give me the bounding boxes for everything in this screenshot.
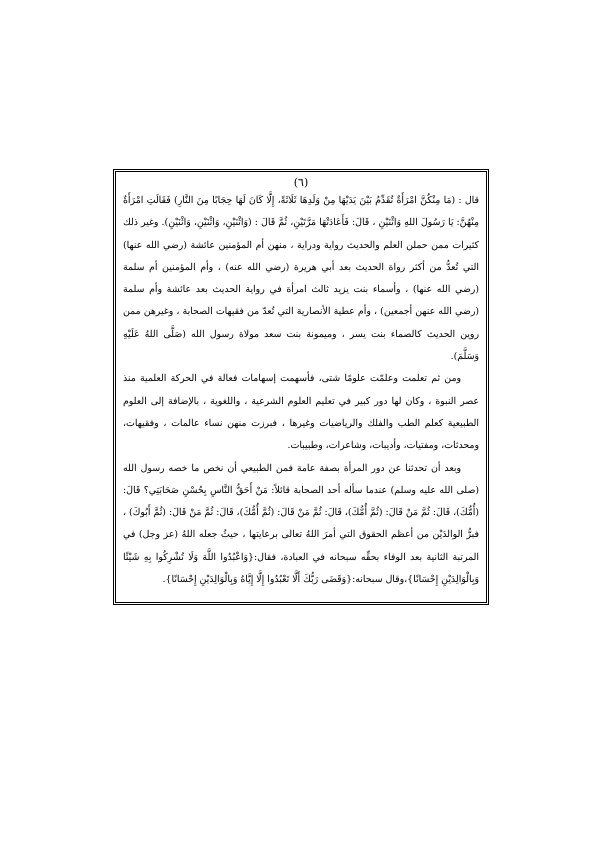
paragraph-2: ومن ثم تعلمت وعلمّت علومًا شتى، فأسهمت إسهامات فعالة في الحركة العلمية منذ عصر النبوة ، وكان لها دور كبير في تعليم العلوم الشرعية ، واللغوية ، بالإضافة إلى العلوم الطبيعية كعلم الطب والفلك والرياضيات وغيرها ، فبرزت منهن نساء عالمات ، وفقيهات، ومحدثات، ومفتيات، وأديبات، وشاعرات، وطبيبات. bbox=[123, 373, 479, 452]
paragraph-1: قال : (مَا مِنْكُنَّ امْرَأَةٌ تُقَدِّمُ بَيْنَ يَدَيْهَا مِنْ وَلَدِهَا ثَلَاثَةً، إِلَّا كَانَ لَهَا حِجَابًا مِنَ النَّارِ) فَقَالَتِ امْرَأَةٌ مِنْهُنَّ: يَا رَسُولَ اللهِ وَاثْنَيْنِ ، قَالَ: فَأَعَادَتْهَا مَرَّتَيْنِ، ثُمَّ قَالَ : (وَاثْنَيْنِ، وَاثْنَيْنِ، وَاثْنَيْنِ). وغير ذلك كثيرات ممن حملن العلم والحديث رواية ودراية ، منهن أم المؤمنين عائشة (رضي الله عنها) التي تُعدُّ من أكثر رواة الحديث بعد أبي هريرة (رضي الله عنه) ، وأم المؤمنين أم سلمة (رضي الله عنها) ، وأسماء بنت يزيد ثالث امرأة في رواية الحديث بعد عائشة وأم سلمة (رضي الله عنهن أجمعين) ، وأم عطية الأنصارية التي تُعدّ من فقيهات الصحابة ، وغيرهن ممن روين الحديث كالصماء بنت يسر ، وميمونة بنت سعد مولاة رسول الله (صَلَّى اللهُ عَلَيْهِ وَسَلَّمَ). bbox=[123, 195, 479, 363]
page-number: (٦) bbox=[293, 176, 309, 189]
paragraph-3: وبعد أن تحدثنا عن دور المرأة بصفة عامة فمن الطبيعي أن نخص ما خصه رسول الله (صلى الله عليه وسلم) عندما سأله أحد الصحابة قائلاً: مَنْ أَحَقُّ النَّاسِ بِحُسْنِ صَحَابَتِي؟ قَالَ: (أُمُّكَ)، قَالَ: ثُمَّ مَنْ قَالَ: (ثُمَّ أُمُّكَ)، قَالَ: ثُمَّ مَنْ قَالَ: (ثُمَّ أُمُّكَ)، قَالَ: ثُمَّ مَنْ قَالَ: (ثُمَّ أَبُوكَ) ، فبرُّ الوالدَيْن من أعظم الحقوق التي أمرَ اللهُ تعالى برعايتها ، حيثُ جعله اللهُ (عز وجل) في المرتبة الثانية بعد الوفاء بحقِّه سبحانه في العبادة، فقال:{وَاعْبُدُوا اللَّهَ وَلَا تُشْرِكُوا بِهِ شَيْئًا وَبِالْوَالِدَيْنِ إِحْسَانًا}،وقال سبحانه:{وَقَضَى رَبُّكَ أَلَّا تَعْبُدُوا إِلَّا إِيَّاهُ وَبِالْوَالِدَيْنِ إِحْسَانًا}. bbox=[123, 462, 479, 586]
page-frame bbox=[113, 169, 489, 605]
